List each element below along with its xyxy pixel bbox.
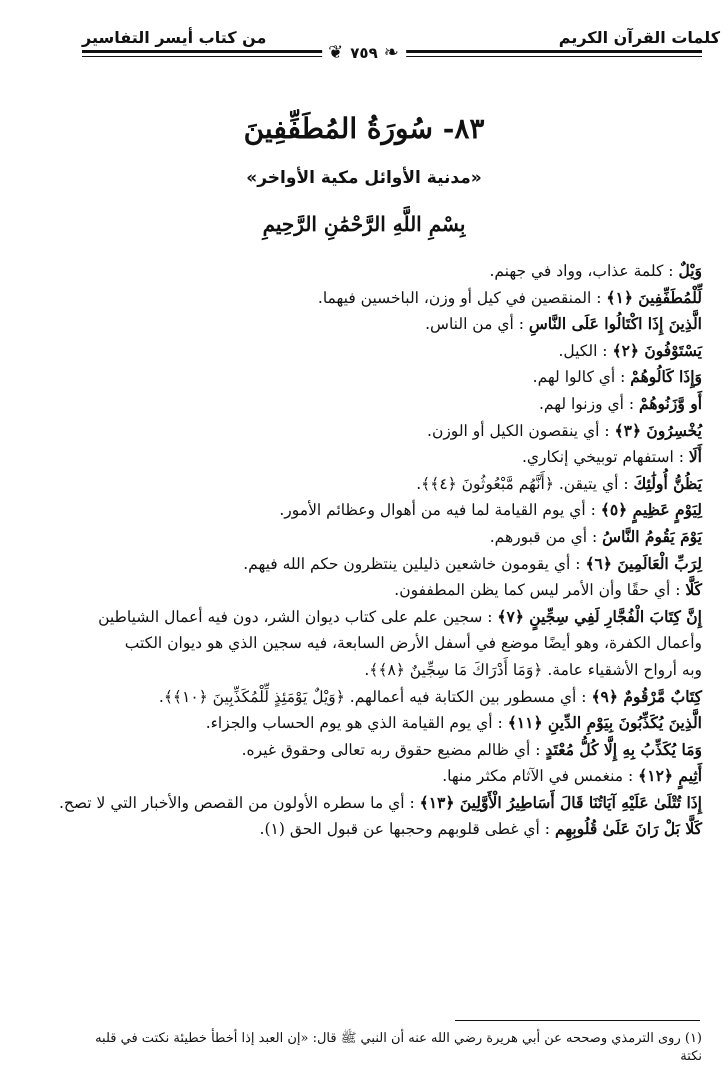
glossary-line: يَظُنُّ أُولَٰئِكَ : أي يتيقن. ﴿أَنَّهُم مَّبْعُوثُونَ ﴿٤﴾﴾. [416, 473, 702, 493]
glossary-line: إِذَا تُتْلَىٰ عَلَيْهِ آيَاتُنَا قَالَ أَسَاطِيرُ الْأَوَّلِينَ ﴿١٣﴾ : أي ما سطره الأولون من القصص والأخبار التي لا تصح. [58, 792, 702, 812]
glossary-line: كَلَّا : أي حقًا وأن الأمر ليس كما يظن المطففون. [394, 580, 702, 600]
glossary-line: وَيْلٌ : كلمة عذاب، وواد في جهنم. [489, 261, 702, 280]
glossary-line: إِنَّ كِتَابَ الْفُجَّارِ لَفِي سِجِّينٍ ﴿٧﴾ : سجين علم على كتاب ديوان الشر، دون فيه أعمال الشياطين [98, 606, 702, 626]
glossary-line: لِّلْمُطَفِّفِينَ ﴿١﴾ : المنقصين في كيل أو وزن، الباخسين فيهما. [317, 287, 702, 307]
glossary-line: لِيَوْمٍ عَظِيمٍ ﴿٥﴾ : أي يوم القيامة لما فيه من أهوال وعظائم الأمور. [279, 500, 702, 520]
glossary-line: وَمَا يُكَذِّبُ بِهِ إِلَّا كُلُّ مُعْتَدٍ : أي ظالم مضيع حقوق ربه تعالى وحقوق غيره. [241, 739, 702, 759]
basmala: بِسْمِ اللَّهِ الرَّحْمَٰنِ الرَّحِيمِ [262, 212, 466, 236]
glossary-line: لِرَبِّ الْعَالَمِينَ ﴿٦﴾ : أي يقومون خاشعين ذليلين ينتظرون حكم الله فيهم. [243, 553, 702, 573]
header-book-title: كلمات القرآن الكريم [558, 28, 720, 47]
glossary-line: كَلَّا بَلْ رَانَ عَلَىٰ قُلُوبِهِم : أي غطى قلوبهم وحجبها عن قبول الحق (١). [259, 819, 702, 839]
header-source-title: من كتاب أيسر التفاسير [82, 28, 267, 47]
glossary-line: وَإِذَا كَالُوهُمْ : أي كالوا لهم. [532, 367, 702, 387]
glossary-line: يَوْمَ يَقُومُ النَّاسُ : أي من قبورهم. [489, 526, 702, 546]
footnote-rule [455, 1020, 700, 1021]
sura-subtitle: «مدنية الأوائل مكية الأواخر» [246, 168, 482, 188]
glossary-line: الَّذِينَ يُكَذِّبُونَ بِيَوْمِ الدِّينِ ﴿١١﴾ : أي يوم القيامة الذي هو يوم الحساب والجزاء. [205, 713, 702, 733]
glossary-line: وأعمال الكفرة، وهو أيضًا موضع في أسفل الأرض السابعة، فيه سجين الذي هو ديوان الكتب [124, 634, 702, 653]
page-number-ornament [322, 42, 406, 63]
glossary-line: يَسْتَوْفُونَ ﴿٢﴾ : الكيل. [558, 340, 702, 360]
glossary-line: الَّذِينَ إِذَا اكْتَالُوا عَلَى النَّاسِ : أي من الناس. [425, 314, 702, 334]
glossary-line: أَلَا : استفهام توبيخي إنكاري. [521, 447, 702, 467]
sura-title: ٨٣- سُورَةُ المُطَفِّفِينَ [243, 112, 485, 145]
glossary-line: أَثِيمٍ ﴿١٢﴾ : منغمس في الآثام مكثر منها. [442, 766, 702, 786]
glossary-line: كِتَابٌ مَّرْقُومٌ ﴿٩﴾ : أي مسطور بين الكتابة فيه أعمالهم. ﴿وَيْلٌ يَوْمَئِذٍ لِّلْمُكَذِّبِينَ ﴿١٠﴾﴾. [158, 686, 702, 706]
ornament-left-icon: ❧ [383, 42, 400, 63]
footnote: (١) روى الترمذي وصححه عن أبي هريرة رضي الله عنه أن النبي ﷺ قال: «إن العبد إذا أخطأ خطيئة نكتت في قلبه نكتة [95, 1031, 702, 1064]
glossary-body [58, 258, 702, 843]
page-number: ٧٥٩ [350, 43, 378, 62]
glossary-line: أَو وَّزَنُوهُمْ : أي وزنوا لهم. [538, 393, 702, 413]
glossary-line: يُخْسِرُونَ ﴿٣﴾ : أي ينقصون الكيل أو الوزن. [427, 420, 702, 440]
glossary-line: وبه أرواح الأشقياء عامة. ﴿وَمَا أَدْرَاكَ مَا سِجِّينٌ ﴿٨﴾﴾. [364, 660, 702, 679]
ornament-right-icon: ❦ [328, 42, 345, 63]
